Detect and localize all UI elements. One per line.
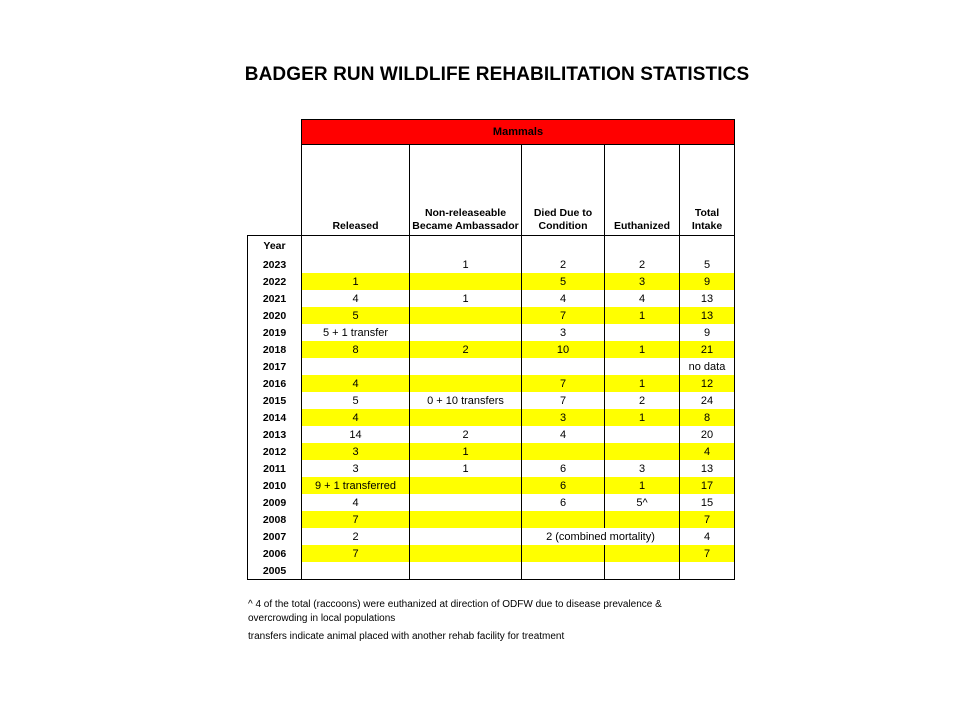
cell-euthanized: 1 [605,341,680,358]
cell-died [522,358,605,375]
table-row [248,409,735,426]
cell-ambassador [410,375,522,392]
cell-ambassador [410,409,522,426]
footnotes [248,598,678,648]
cell-ambassador [410,494,522,511]
year-column-label: Year [248,236,302,257]
cell-euthanized: 1 [605,375,680,392]
cell-total: 9 [680,273,735,290]
footnote-transfers: transfers indicate animal placed with another rehab facility for treatment [248,631,565,642]
row-year: 2006 [248,545,302,562]
cell-died: 7 [522,307,605,324]
row-year: 2020 [248,307,302,324]
cell-total: 8 [680,409,735,426]
cell-combined-mortality: 2 (combined mortality) [522,528,680,545]
cell-died: 3 [522,409,605,426]
row-year: 2008 [248,511,302,528]
cell-died: 7 [522,375,605,392]
cell-released: 7 [302,511,410,528]
cell-died: 6 [522,477,605,494]
cell-total: 9 [680,324,735,341]
statistics-table [247,119,735,580]
table-row [248,307,735,324]
cell-released [302,562,410,580]
table-row [248,562,735,580]
cell-euthanized: 1 [605,409,680,426]
table-row [248,375,735,392]
cell-released: 3 [302,443,410,460]
cell-ambassador: 0 + 10 transfers [410,392,522,409]
cell-released [302,256,410,273]
row-year: 2011 [248,460,302,477]
cell-ambassador [410,358,522,375]
row-year: 2021 [248,290,302,307]
table-row [248,273,735,290]
cell-released: 5 [302,307,410,324]
cell-released: 4 [302,409,410,426]
row-year: 2022 [248,273,302,290]
cell-ambassador [410,273,522,290]
cell-total [680,562,735,580]
table-row [248,256,735,273]
page-title: BADGER RUN WILDLIFE REHABILITATION STATISTICS [244,64,750,85]
cell-released: 1 [302,273,410,290]
column-header-total: Total Intake [680,145,735,236]
column-header-ambassador: Non-releaseable Became Ambassador [410,145,522,236]
cell-released: 2 [302,528,410,545]
cell-died: 7 [522,392,605,409]
cell-died [522,562,605,580]
row-year: 2023 [248,256,302,273]
cell-died: 4 [522,290,605,307]
cell-total: 5 [680,256,735,273]
cell-total: 13 [680,290,735,307]
table-row [248,358,735,375]
table-row [248,392,735,409]
row-year: 2010 [248,477,302,494]
cell-total: 21 [680,341,735,358]
cell-euthanized: 5^ [605,494,680,511]
column-header-released: Released [302,145,410,236]
column-header-euthanized: Euthanized [605,145,680,236]
cell-euthanized [605,443,680,460]
table-row [248,341,735,358]
row-year: 2019 [248,324,302,341]
cell-died: 2 [522,256,605,273]
corner-blank [248,120,302,145]
cell-ambassador [410,562,522,580]
row-year: 2017 [248,358,302,375]
table-row [248,426,735,443]
cell-total: 7 [680,511,735,528]
cell-euthanized: 3 [605,273,680,290]
table-row [248,528,735,545]
cell-died: 6 [522,494,605,511]
cell-euthanized: 3 [605,460,680,477]
cell-total: 15 [680,494,735,511]
cell-ambassador: 2 [410,426,522,443]
cell-died: 4 [522,426,605,443]
cell-died: 6 [522,460,605,477]
cell-died: 3 [522,324,605,341]
cell-ambassador: 2 [410,341,522,358]
cell-euthanized [605,426,680,443]
cell-ambassador [410,545,522,562]
row-year: 2013 [248,426,302,443]
cell-ambassador [410,511,522,528]
cell-euthanized [605,545,680,562]
cell-euthanized: 2 [605,392,680,409]
row-year: 2009 [248,494,302,511]
cell-released: 4 [302,290,410,307]
cell-died: 10 [522,341,605,358]
table-row [248,443,735,460]
table-row [248,494,735,511]
cell-released [302,358,410,375]
cell-died: 5 [522,273,605,290]
cell-released: 8 [302,341,410,358]
cell-euthanized [605,324,680,341]
cell-ambassador [410,477,522,494]
cell-total: 24 [680,392,735,409]
cell-ambassador: 1 [410,460,522,477]
table-row [248,460,735,477]
row-year: 2014 [248,409,302,426]
cell-ambassador [410,307,522,324]
cell-released: 7 [302,545,410,562]
cell-euthanized: 2 [605,256,680,273]
cell-euthanized: 1 [605,307,680,324]
row-year: 2018 [248,341,302,358]
cell-total: 4 [680,528,735,545]
cell-euthanized [605,358,680,375]
cell-total: no data [680,358,735,375]
cell-ambassador [410,324,522,341]
cell-released: 5 + 1 transfer [302,324,410,341]
row-year: 2012 [248,443,302,460]
cell-released: 14 [302,426,410,443]
cell-ambassador: 1 [410,443,522,460]
cell-euthanized: 1 [605,477,680,494]
table-row [248,511,735,528]
cell-total: 4 [680,443,735,460]
cell-total: 12 [680,375,735,392]
cell-ambassador: 1 [410,256,522,273]
cell-died [522,511,605,528]
cell-euthanized [605,511,680,528]
cell-released: 3 [302,460,410,477]
cell-total: 17 [680,477,735,494]
corner-blank-2 [248,145,302,236]
table-row [248,545,735,562]
row-year: 2005 [248,562,302,580]
cell-ambassador: 1 [410,290,522,307]
row-year: 2007 [248,528,302,545]
cell-released: 9 + 1 transferred [302,477,410,494]
group-header-mammals: Mammals [302,120,735,145]
cell-died [522,443,605,460]
column-header-died: Died Due to Condition [522,145,605,236]
table-row [248,290,735,307]
cell-total: 20 [680,426,735,443]
table-body [248,236,735,580]
cell-released: 4 [302,494,410,511]
cell-euthanized [605,562,680,580]
cell-total: 13 [680,307,735,324]
cell-ambassador [410,528,522,545]
cell-total: 7 [680,545,735,562]
cell-total: 13 [680,460,735,477]
cell-euthanized: 4 [605,290,680,307]
table-row [248,324,735,341]
cell-died [522,545,605,562]
row-year: 2015 [248,392,302,409]
footnote-euthanized: ^ 4 of the total (raccoons) were euthanized at direction of ODFW due to disease prevalence & overcrowding in local populations [248,599,662,624]
cell-released: 4 [302,375,410,392]
table-row [248,477,735,494]
cell-released: 5 [302,392,410,409]
row-year: 2016 [248,375,302,392]
